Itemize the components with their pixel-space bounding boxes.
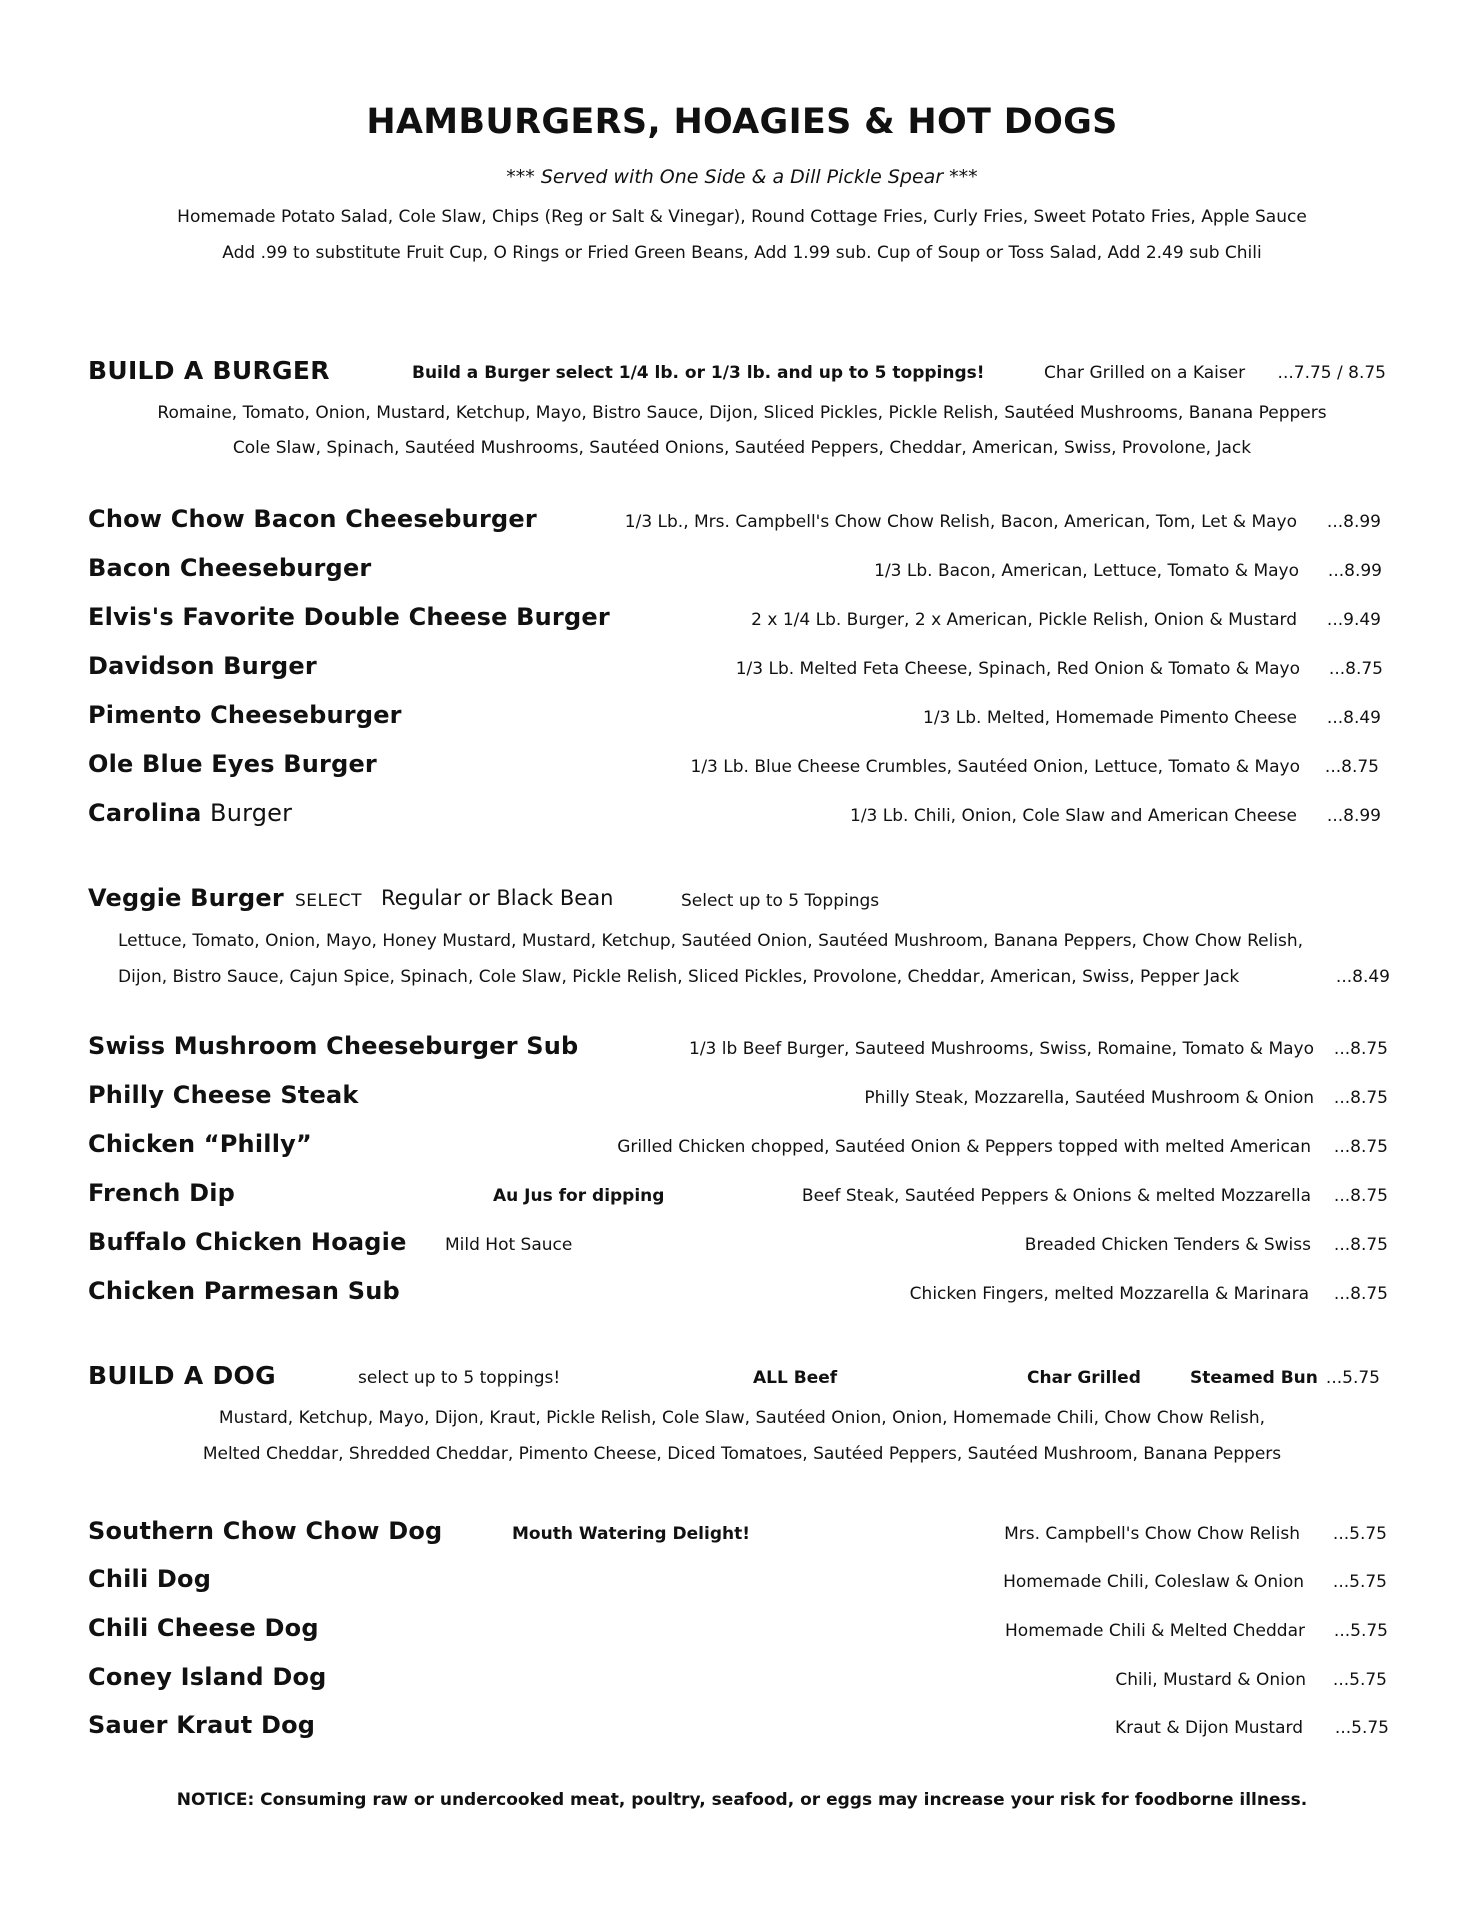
menu-item-price: ...5.75	[1334, 1718, 1389, 1738]
menu-item-desc: 1/3 Lb. Blue Cheese Crumbles, Sautéed Onion, Lettuce, Tomato & Mayo	[690, 757, 1300, 777]
menu-item-name: Bacon Cheeseburger	[88, 554, 372, 582]
menu-item-price: ...8.75	[1333, 1235, 1388, 1255]
menu-item-price: ...8.49	[1326, 708, 1381, 728]
menu-item-price: ...5.75	[1332, 1572, 1387, 1592]
menu-item-name: Davidson Burger	[88, 652, 317, 680]
build-dog-instruction: select up to 5 toppings!	[358, 1368, 561, 1388]
menu-item-name: Chicken “Philly”	[88, 1130, 312, 1158]
menu-item-price: ...8.99	[1327, 561, 1382, 581]
menu-item-price: ...8.75	[1333, 1088, 1388, 1108]
menu-item-note: Mouth Watering Delight!	[512, 1524, 750, 1544]
menu-item-desc: Homemade Chili & Melted Cheddar	[1005, 1621, 1305, 1641]
menu-item-name-rest: Burger	[210, 799, 293, 827]
menu-item-desc: 1/3 Lb. Melted, Homemade Pimento Cheese	[923, 708, 1297, 728]
menu-item-price: ...8.75	[1333, 1137, 1388, 1157]
menu-item-desc: Homemade Chili, Coleslaw & Onion	[1003, 1572, 1304, 1592]
build-dog-title: BUILD A DOG	[88, 1361, 276, 1390]
build-burger-instruction: Build a Burger select 1/4 lb. or 1/3 lb. and up to 5 toppings!	[412, 363, 985, 383]
menu-item-desc: 1/3 Lb. Bacon, American, Lettuce, Tomato & Mayo	[874, 561, 1299, 581]
menu-item-name: Chili Cheese Dog	[88, 1614, 319, 1642]
menu-item-price: ...8.75	[1324, 757, 1379, 777]
food-safety-notice: NOTICE: Consuming raw or undercooked meat, poultry, seafood, or eggs may increase your risk for foodborne illness.	[176, 1790, 1308, 1810]
menu-item-desc: Mrs. Campbell's Chow Chow Relish	[1004, 1524, 1300, 1544]
menu-item-price: ...8.99	[1326, 512, 1381, 532]
veggie-toppings-2: Dijon, Bistro Sauce, Cajun Spice, Spinach, Cole Slaw, Pickle Relish, Sliced Pickles, Provolone, Cheddar, American, Swiss, Pepper Jack	[118, 967, 1240, 987]
menu-item-desc: 1/3 lb Beef Burger, Sauteed Mushrooms, Swiss, Romaine, Tomato & Mayo	[689, 1039, 1314, 1059]
menu-item-price: ...8.75	[1328, 659, 1383, 679]
menu-item-price: ...8.75	[1333, 1186, 1388, 1206]
menu-item-name: Pimento Cheeseburger	[88, 701, 402, 729]
menu-item-price: ...8.75	[1333, 1284, 1388, 1304]
menu-item-desc: 1/3 Lb. Chili, Onion, Cole Slaw and American Cheese	[850, 806, 1297, 826]
build-burger-title: BUILD A BURGER	[88, 356, 330, 385]
build-burger-price: ...7.75 / 8.75	[1277, 363, 1386, 383]
menu-item-note: Au Jus for dipping	[493, 1186, 665, 1206]
build-dog-grilled: Char Grilled	[1027, 1368, 1141, 1388]
menu-item-name: Elvis's Favorite Double Cheese Burger	[88, 603, 610, 631]
menu-item-name: Coney Island Dog	[88, 1663, 327, 1691]
sides-list: Homemade Potato Salad, Cole Slaw, Chips (Reg or Salt & Vinegar), Round Cottage Fries, Curly Fries, Sweet Potato Fries, Apple Sauce	[177, 207, 1307, 227]
veggie-price: ...8.49	[1335, 967, 1390, 987]
menu-item-note: Mild Hot Sauce	[445, 1235, 573, 1255]
menu-item-desc: 1/3 Lb. Melted Feta Cheese, Spinach, Red Onion & Tomato & Mayo	[735, 659, 1300, 679]
build-dog-bun: Steamed Bun	[1190, 1368, 1318, 1388]
menu-item-name: Buffalo Chicken Hoagie	[88, 1228, 407, 1256]
menu-item-name: Chili Dog	[88, 1565, 212, 1593]
page-title: HAMBURGERS, HOAGIES & HOT DOGS	[366, 102, 1118, 142]
menu-item-price: ...8.75	[1333, 1039, 1388, 1059]
menu-item-name: Sauer Kraut Dog	[88, 1711, 316, 1739]
build-dog-toppings-2: Melted Cheddar, Shredded Cheddar, Pimento Cheese, Diced Tomatoes, Sautéed Peppers, Sautéed Mushroom, Banana Peppers	[202, 1444, 1282, 1464]
menu-item-desc: Kraut & Dijon Mustard	[1114, 1718, 1303, 1738]
menu-item-name: Philly Cheese Steak	[88, 1081, 359, 1109]
menu-item-price: ...5.75	[1332, 1670, 1387, 1690]
menu-item-desc: Philly Steak, Mozzarella, Sautéed Mushroom & Onion	[864, 1088, 1314, 1108]
build-burger-toppings-1: Romaine, Tomato, Onion, Mustard, Ketchup, Mayo, Bistro Sauce, Dijon, Sliced Pickles, Pickle Relish, Sautéed Mushrooms, Banana Peppers	[157, 403, 1327, 423]
menu-item-name: Swiss Mushroom Cheeseburger Sub	[88, 1032, 579, 1060]
build-dog-beef: ALL Beef	[753, 1368, 838, 1388]
menu-item-name-bold: Carolina	[88, 799, 202, 827]
veggie-toppings-note: Select up to 5 Toppings	[681, 891, 880, 911]
menu-item-desc: Breaded Chicken Tenders & Swiss	[1024, 1235, 1311, 1255]
build-burger-toppings-2: Cole Slaw, Spinach, Sautéed Mushrooms, Sautéed Onions, Sautéed Peppers, Cheddar, American, Swiss, Provolone, Jack	[232, 438, 1252, 458]
menu-item-desc: 2 x 1/4 Lb. Burger, 2 x American, Pickle Relish, Onion & Mustard	[751, 610, 1297, 630]
menu-item-name: Ole Blue Eyes Burger	[88, 750, 377, 778]
served-with-note: *** Served with One Side & a Dill Pickle Spear ***	[506, 166, 978, 188]
menu-item-name: Chow Chow Bacon Cheeseburger	[88, 505, 537, 533]
veggie-options: Regular or Black Bean	[381, 886, 614, 910]
menu-item-desc: Chili, Mustard & Onion	[1115, 1670, 1306, 1690]
menu-item-desc: Chicken Fingers, melted Mozzarella & Marinara	[909, 1284, 1309, 1304]
menu-item-name: Chicken Parmesan Sub	[88, 1277, 400, 1305]
menu-item-price: ...5.75	[1333, 1621, 1388, 1641]
build-dog-toppings-1: Mustard, Ketchup, Mayo, Dijon, Kraut, Pickle Relish, Cole Slaw, Sautéed Onion, Onion, Homemade Chili, Chow Chow Relish,	[218, 1408, 1266, 1428]
menu-item-name: Southern Chow Chow Dog	[88, 1517, 443, 1545]
menu-item-desc: Grilled Chicken chopped, Sautéed Onion & Peppers topped with melted American	[617, 1137, 1311, 1157]
menu-item-desc: Beef Steak, Sautéed Peppers & Onions & melted Mozzarella	[801, 1186, 1311, 1206]
veggie-toppings-1: Lettuce, Tomato, Onion, Mayo, Honey Mustard, Mustard, Ketchup, Sautéed Onion, Sautéed Mushroom, Banana Peppers, Chow Chow Relish,	[118, 931, 1304, 951]
menu-item-desc: 1/3 Lb., Mrs. Campbell's Chow Chow Relish, Bacon, American, Tom, Let & Mayo	[624, 512, 1297, 532]
menu-item-price: ...8.99	[1326, 806, 1381, 826]
veggie-burger-name: Veggie Burger	[88, 884, 284, 912]
sides-substitutions: Add .99 to substitute Fruit Cup, O Rings or Fried Green Beans, Add 1.99 sub. Cup of Soup or Toss Salad, Add 2.49 sub Chili	[222, 243, 1262, 263]
menu-item-name	[88, 799, 292, 827]
veggie-select-label: SELECT	[295, 891, 362, 911]
build-burger-grilled: Char Grilled on a Kaiser	[1044, 363, 1246, 383]
menu-item-name: French Dip	[88, 1179, 236, 1207]
menu-item-price: ...5.75	[1332, 1524, 1387, 1544]
build-dog-price: ...5.75	[1325, 1368, 1380, 1388]
menu-item-price: ...9.49	[1326, 610, 1381, 630]
